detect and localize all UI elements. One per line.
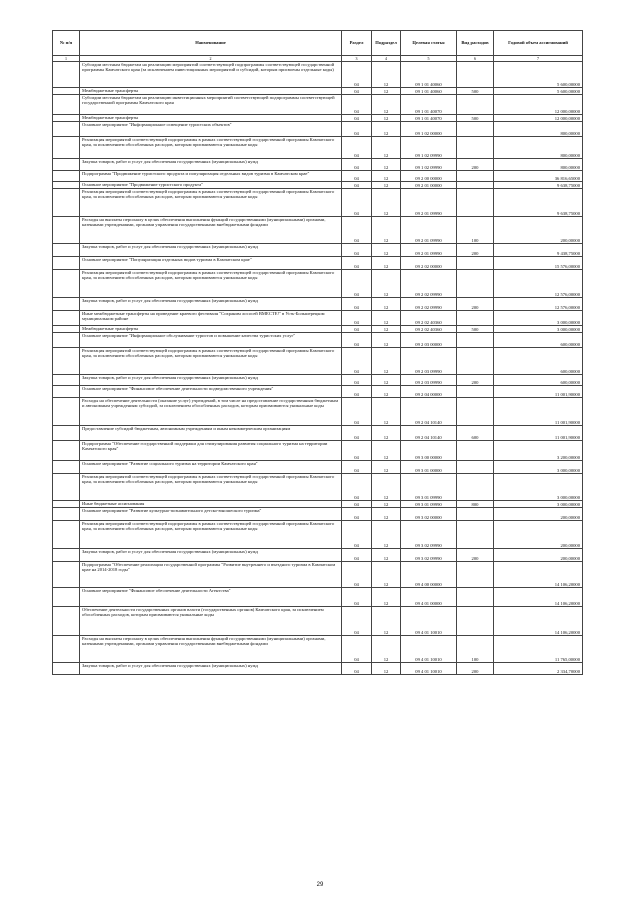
podrazdel-cell: 12 bbox=[372, 375, 401, 386]
podrazdel-cell: 12 bbox=[372, 311, 401, 326]
expense-type-cell: 500 bbox=[457, 326, 494, 333]
name-cell: Основное мероприятие "Финансовое обеспечение деятельности подведомственного учреждения" bbox=[80, 386, 342, 398]
sum-cell: 3 000,00000 bbox=[494, 311, 583, 326]
target-cell: 09 4 01 10010 bbox=[401, 607, 457, 636]
podrazdel-cell: 12 bbox=[372, 508, 401, 521]
table-row bbox=[53, 508, 583, 521]
sum-cell: 2 334,70000 bbox=[494, 663, 583, 675]
podrazdel-cell: 12 bbox=[372, 663, 401, 675]
razdel-cell: 04 bbox=[342, 441, 372, 461]
num-cell bbox=[53, 333, 80, 348]
razdel-cell: 04 bbox=[342, 62, 372, 88]
target-cell: 09 2 04 00000 bbox=[401, 386, 457, 398]
sum-cell: 9 638,75000 bbox=[494, 189, 583, 217]
podrazdel-cell: 12 bbox=[372, 270, 401, 298]
num-cell bbox=[53, 386, 80, 398]
sum-cell: 3 000,00000 bbox=[494, 474, 583, 501]
sum-cell: 200,00000 bbox=[494, 521, 583, 549]
num-cell bbox=[53, 501, 80, 508]
table-row bbox=[53, 348, 583, 375]
table-row bbox=[53, 474, 583, 501]
target-cell: 09 4 01 00000 bbox=[401, 588, 457, 607]
name-cell: Основное мероприятие "Информационное обслуживание туристов и повышение качества туристских услуг" bbox=[80, 333, 342, 348]
num-cell bbox=[53, 88, 80, 95]
name-cell: Реализация мероприятий соответствующей подпрограммы в рамках соответствующей государственной программы Камчатского края, за исключением обособленных расходов, которым присваиваются уникальные коды bbox=[80, 270, 342, 298]
table-row bbox=[53, 159, 583, 171]
target-cell: 09 2 01 09990 bbox=[401, 217, 457, 244]
name-cell: Закупка товаров, работ и услуг для обеспечения государственных (муниципальных) нужд bbox=[80, 663, 342, 675]
expense-type-cell bbox=[457, 182, 494, 189]
expense-type-cell bbox=[457, 95, 494, 115]
target-cell: 09 3 02 00000 bbox=[401, 508, 457, 521]
expense-type-cell: 200 bbox=[457, 549, 494, 562]
target-cell: 09 2 01 09990 bbox=[401, 189, 457, 217]
table-row bbox=[53, 441, 583, 461]
table-row bbox=[53, 115, 583, 122]
expense-type-cell bbox=[457, 270, 494, 298]
table-row bbox=[53, 137, 583, 159]
num-cell bbox=[53, 189, 80, 217]
razdel-cell: 04 bbox=[342, 549, 372, 562]
target-cell: 09 2 03 00000 bbox=[401, 333, 457, 348]
table-row bbox=[53, 257, 583, 270]
num-cell bbox=[53, 159, 80, 171]
sum-cell: 200,00000 bbox=[494, 217, 583, 244]
target-cell: 09 3 01 09990 bbox=[401, 474, 457, 501]
num-cell bbox=[53, 426, 80, 441]
sum-cell: 200,00000 bbox=[494, 549, 583, 562]
podrazdel-cell: 12 bbox=[372, 562, 401, 588]
razdel-cell: 04 bbox=[342, 508, 372, 521]
name-cell: Подпрограмма "Обеспечение государственной поддержки для стимулирования развития социального туризма на территории Камчатского края" bbox=[80, 441, 342, 461]
target-cell: 09 2 00 00000 bbox=[401, 171, 457, 182]
podrazdel-cell: 12 bbox=[372, 607, 401, 636]
col-index: 5 bbox=[401, 56, 457, 62]
expense-type-cell bbox=[457, 171, 494, 182]
col-index: 7 bbox=[494, 56, 583, 62]
table-row bbox=[53, 461, 583, 474]
sum-cell: 3 000,00000 bbox=[494, 326, 583, 333]
num-cell bbox=[53, 636, 80, 663]
sum-cell: 600,00000 bbox=[494, 333, 583, 348]
target-cell: 09 2 01 00000 bbox=[401, 182, 457, 189]
podrazdel-cell: 12 bbox=[372, 62, 401, 88]
podrazdel-cell: 12 bbox=[372, 348, 401, 375]
name-cell: Основное мероприятие "Популяризация отдельных видов туризма в Камчатском крае" bbox=[80, 257, 342, 270]
expense-type-cell bbox=[457, 333, 494, 348]
podrazdel-cell: 12 bbox=[372, 189, 401, 217]
podrazdel-cell: 12 bbox=[372, 182, 401, 189]
razdel-cell: 04 bbox=[342, 270, 372, 298]
table-row bbox=[53, 636, 583, 663]
razdel-cell: 04 bbox=[342, 298, 372, 311]
name-cell: Подпрограмма "Продвижение туристского продукта и популяризация отдельных видов туризма в Камчатском крае" bbox=[80, 171, 342, 182]
num-cell bbox=[53, 217, 80, 244]
sum-cell: 12 000,00000 bbox=[494, 95, 583, 115]
num-cell bbox=[53, 549, 80, 562]
target-cell: 09 2 02 09990 bbox=[401, 270, 457, 298]
name-cell: Межбюджетные трансферты bbox=[80, 115, 342, 122]
sum-cell: 5 600,00000 bbox=[494, 62, 583, 88]
table-row bbox=[53, 95, 583, 115]
table-row bbox=[53, 298, 583, 311]
name-cell: Предоставление субсидий бюджетным, автономным учреждениям и иным некоммерческим организациям bbox=[80, 426, 342, 441]
table-row bbox=[53, 588, 583, 607]
target-cell: 09 2 04 10140 bbox=[401, 426, 457, 441]
podrazdel-cell: 12 bbox=[372, 298, 401, 311]
num-cell bbox=[53, 257, 80, 270]
target-cell: 09 2 01 09990 bbox=[401, 244, 457, 257]
target-cell: 09 2 02 09990 bbox=[401, 298, 457, 311]
name-cell: Закупка товаров, работ и услуг для обеспечения государственных (муниципальных) нужд bbox=[80, 549, 342, 562]
target-cell: 09 2 03 09990 bbox=[401, 348, 457, 375]
podrazdel-cell: 12 bbox=[372, 636, 401, 663]
podrazdel-cell: 12 bbox=[372, 461, 401, 474]
sum-cell: 36 816,65000 bbox=[494, 171, 583, 182]
sum-cell: 12 576,00000 bbox=[494, 298, 583, 311]
expense-type-cell bbox=[457, 562, 494, 588]
podrazdel-cell: 12 bbox=[372, 474, 401, 501]
sum-cell: 3 200,00000 bbox=[494, 441, 583, 461]
sum-cell: 11 765,00000 bbox=[494, 636, 583, 663]
razdel-cell: 04 bbox=[342, 333, 372, 348]
podrazdel-cell: 12 bbox=[372, 326, 401, 333]
col-index: 3 bbox=[342, 56, 372, 62]
table-row bbox=[53, 326, 583, 333]
expense-type-cell: 100 bbox=[457, 636, 494, 663]
podrazdel-cell: 12 bbox=[372, 333, 401, 348]
expense-type-cell bbox=[457, 521, 494, 549]
col-header-sum: Годовой объем ассигнований bbox=[494, 31, 583, 56]
podrazdel-cell: 12 bbox=[372, 549, 401, 562]
table-row bbox=[53, 189, 583, 217]
razdel-cell: 04 bbox=[342, 311, 372, 326]
name-cell: Расходы на обеспечение деятельности (оказание услуг) учреждений, в том числе на предоставление государственным бюджетным и автономным учреждениям субсидий, за исключением обособленных расходов, которым присваиваются уникальные коды bbox=[80, 398, 342, 426]
num-cell bbox=[53, 348, 80, 375]
podrazdel-cell: 12 bbox=[372, 386, 401, 398]
razdel-cell: 04 bbox=[342, 182, 372, 189]
expense-type-cell: 200 bbox=[457, 244, 494, 257]
razdel-cell: 04 bbox=[342, 348, 372, 375]
target-cell: 09 1 02 00000 bbox=[401, 122, 457, 137]
podrazdel-cell: 12 bbox=[372, 426, 401, 441]
razdel-cell: 04 bbox=[342, 189, 372, 217]
target-cell: 09 4 01 10010 bbox=[401, 636, 457, 663]
target-cell: 09 3 02 09990 bbox=[401, 549, 457, 562]
sum-cell: 14 106,20000 bbox=[494, 562, 583, 588]
num-cell bbox=[53, 375, 80, 386]
num-cell bbox=[53, 474, 80, 501]
name-cell: Реализация мероприятий соответствующей подпрограммы в рамках соответствующей государственной программы Камчатского края, за исключением обособленных расходов, которым присваиваются уникальные коды bbox=[80, 474, 342, 501]
sum-cell: 11 001,90000 bbox=[494, 398, 583, 426]
razdel-cell: 04 bbox=[342, 607, 372, 636]
sum-cell: 11 001,90000 bbox=[494, 386, 583, 398]
razdel-cell: 04 bbox=[342, 426, 372, 441]
name-cell: Обеспечение деятельности государственных органов власти (государственных органов) Камчатского края, за исключением обособленных расходов, которым присваиваются уникальные коды bbox=[80, 607, 342, 636]
sum-cell: 5 600,00000 bbox=[494, 88, 583, 95]
name-cell: Реализация мероприятий соответствующей подпрограммы в рамках соответствующей государственной программы Камчатского края, за исключением обособленных расходов, которым присваиваются уникальные коды bbox=[80, 189, 342, 217]
sum-cell: 3 000,00000 bbox=[494, 501, 583, 508]
expense-type-cell bbox=[457, 137, 494, 159]
expense-type-cell: 200 bbox=[457, 663, 494, 675]
razdel-cell: 04 bbox=[342, 244, 372, 257]
table-header-row bbox=[53, 31, 583, 56]
num-cell bbox=[53, 398, 80, 426]
razdel-cell: 04 bbox=[342, 115, 372, 122]
num-cell bbox=[53, 95, 80, 115]
name-cell: Реализация мероприятий соответствующей подпрограммы в рамках соответствующей государственной программы Камчатского края, за исключением обособленных расходов, которым присваиваются уникальные коды bbox=[80, 521, 342, 549]
name-cell: Основное мероприятие "Развитие социального туризма на территории Камчатского края" bbox=[80, 461, 342, 474]
table-row bbox=[53, 311, 583, 326]
target-cell: 09 3 01 00000 bbox=[401, 461, 457, 474]
razdel-cell: 04 bbox=[342, 137, 372, 159]
razdel-cell: 04 bbox=[342, 521, 372, 549]
razdel-cell: 04 bbox=[342, 501, 372, 508]
target-cell: 09 1 02 09990 bbox=[401, 137, 457, 159]
name-cell: Основное мероприятие "Информационное освещение туристских объектов" bbox=[80, 122, 342, 137]
table-row bbox=[53, 549, 583, 562]
podrazdel-cell: 12 bbox=[372, 171, 401, 182]
podrazdel-cell: 12 bbox=[372, 501, 401, 508]
sum-cell: 800,00000 bbox=[494, 122, 583, 137]
target-cell: 09 4 00 00000 bbox=[401, 562, 457, 588]
table-row bbox=[53, 375, 583, 386]
razdel-cell: 04 bbox=[342, 588, 372, 607]
table-row bbox=[53, 88, 583, 95]
expense-type-cell bbox=[457, 189, 494, 217]
table-row bbox=[53, 426, 583, 441]
razdel-cell: 04 bbox=[342, 217, 372, 244]
podrazdel-cell: 12 bbox=[372, 159, 401, 171]
expense-type-cell: 800 bbox=[457, 501, 494, 508]
num-cell bbox=[53, 62, 80, 88]
podrazdel-cell: 12 bbox=[372, 441, 401, 461]
podrazdel-cell: 12 bbox=[372, 137, 401, 159]
razdel-cell: 04 bbox=[342, 474, 372, 501]
expense-type-cell: 500 bbox=[457, 88, 494, 95]
table-body bbox=[53, 62, 583, 675]
name-cell: Основное мероприятие "Продвижение туристского продукта" bbox=[80, 182, 342, 189]
col-index: 4 bbox=[372, 56, 401, 62]
num-cell bbox=[53, 588, 80, 607]
col-header-num: № п/п bbox=[53, 31, 80, 56]
expense-type-cell: 500 bbox=[457, 115, 494, 122]
num-cell bbox=[53, 441, 80, 461]
sum-cell: 15 576,00000 bbox=[494, 257, 583, 270]
table-row bbox=[53, 244, 583, 257]
sum-cell: 14 106,20000 bbox=[494, 588, 583, 607]
razdel-cell: 04 bbox=[342, 171, 372, 182]
num-cell bbox=[53, 326, 80, 333]
razdel-cell: 04 bbox=[342, 257, 372, 270]
podrazdel-cell: 12 bbox=[372, 95, 401, 115]
table-row bbox=[53, 270, 583, 298]
sum-cell: 9 638,75000 bbox=[494, 182, 583, 189]
podrazdel-cell: 12 bbox=[372, 122, 401, 137]
podrazdel-cell: 12 bbox=[372, 398, 401, 426]
table-row bbox=[53, 217, 583, 244]
razdel-cell: 04 bbox=[342, 326, 372, 333]
sum-cell: 200,00000 bbox=[494, 508, 583, 521]
expense-type-cell bbox=[457, 348, 494, 375]
name-cell: Закупка товаров, работ и услуг для обеспечения государственных (муниципальных) нужд bbox=[80, 159, 342, 171]
target-cell: 09 2 02 40360 bbox=[401, 326, 457, 333]
name-cell: Закупка товаров, работ и услуг для обеспечения государственных (муниципальных) нужд bbox=[80, 244, 342, 257]
table-row bbox=[53, 386, 583, 398]
podrazdel-cell: 12 bbox=[372, 521, 401, 549]
target-cell: 09 3 01 09990 bbox=[401, 501, 457, 508]
sum-cell: 12 000,00000 bbox=[494, 115, 583, 122]
target-cell: 09 2 04 10140 bbox=[401, 398, 457, 426]
expense-type-cell: 200 bbox=[457, 375, 494, 386]
sum-cell: 14 106,20000 bbox=[494, 607, 583, 636]
target-cell: 09 1 01 40070 bbox=[401, 115, 457, 122]
page-number: 29 bbox=[316, 882, 324, 888]
target-cell: 09 1 01 40070 bbox=[401, 95, 457, 115]
table-row bbox=[53, 171, 583, 182]
expense-type-cell: 100 bbox=[457, 217, 494, 244]
podrazdel-cell: 12 bbox=[372, 217, 401, 244]
target-cell: 09 1 01 40060 bbox=[401, 62, 457, 88]
name-cell: Субсидии местным бюджетам на реализацию инвестиционных мероприятий соответствующей подпрограммы соответствующей государственной программы Камчатского края bbox=[80, 95, 342, 115]
table-row bbox=[53, 182, 583, 189]
razdel-cell: 04 bbox=[342, 636, 372, 663]
expense-type-cell bbox=[457, 441, 494, 461]
target-cell: 09 1 01 40060 bbox=[401, 88, 457, 95]
col-index: 1 bbox=[53, 56, 80, 62]
sum-cell: 3 000,00000 bbox=[494, 461, 583, 474]
target-cell: 09 4 01 10010 bbox=[401, 663, 457, 675]
num-cell bbox=[53, 663, 80, 675]
num-cell bbox=[53, 607, 80, 636]
podrazdel-cell: 12 bbox=[372, 115, 401, 122]
razdel-cell: 04 bbox=[342, 375, 372, 386]
name-cell: Закупка товаров, работ и услуг для обеспечения государственных (муниципальных) нужд bbox=[80, 375, 342, 386]
target-cell: 09 2 02 40360 bbox=[401, 311, 457, 326]
name-cell: Субсидии местным бюджетам на реализацию мероприятий соответствующей подпрограммы соответствующей государственной программы Камчатского края (за исключением инвестиционных мероприятий и субсидий, которым присвоены отдельные коды) bbox=[80, 62, 342, 88]
sum-cell: 11 001,90000 bbox=[494, 426, 583, 441]
expense-type-cell bbox=[457, 607, 494, 636]
num-cell bbox=[53, 508, 80, 521]
expense-type-cell: 200 bbox=[457, 159, 494, 171]
budget-table-sheet bbox=[52, 30, 582, 675]
num-cell bbox=[53, 115, 80, 122]
num-cell bbox=[53, 171, 80, 182]
name-cell: Закупка товаров, работ и услуг для обеспечения государственных (муниципальных) нужд bbox=[80, 298, 342, 311]
name-cell: Реализация мероприятий соответствующей подпрограммы в рамках соответствующей государственной программы Камчатского края, за исключением обособленных расходов, которым присваиваются уникальные коды bbox=[80, 137, 342, 159]
col-header-target: Целевая статья bbox=[401, 31, 457, 56]
razdel-cell: 04 bbox=[342, 122, 372, 137]
target-cell: 09 3 02 09990 bbox=[401, 521, 457, 549]
podrazdel-cell: 12 bbox=[372, 257, 401, 270]
razdel-cell: 04 bbox=[342, 386, 372, 398]
name-cell: Основное мероприятие "Финансовое обеспечение деятельности Агентства" bbox=[80, 588, 342, 607]
sum-cell: 800,00000 bbox=[494, 137, 583, 159]
num-cell bbox=[53, 298, 80, 311]
table-row bbox=[53, 398, 583, 426]
table-row bbox=[53, 562, 583, 588]
sum-cell: 600,00000 bbox=[494, 375, 583, 386]
target-cell: 09 2 03 09990 bbox=[401, 375, 457, 386]
expense-type-cell bbox=[457, 508, 494, 521]
razdel-cell: 04 bbox=[342, 461, 372, 474]
target-cell: 09 1 02 09990 bbox=[401, 159, 457, 171]
col-header-razdel: Раздел bbox=[342, 31, 372, 56]
num-cell bbox=[53, 122, 80, 137]
name-cell: Подпрограмма "Обеспечение реализации государственной программы "Развитие внутреннего и въездного туризма в Камчатском крае на 2014-2018 годы" bbox=[80, 562, 342, 588]
podrazdel-cell: 12 bbox=[372, 588, 401, 607]
expense-type-cell bbox=[457, 122, 494, 137]
sum-cell: 12 576,00000 bbox=[494, 270, 583, 298]
target-cell: 09 2 02 00000 bbox=[401, 257, 457, 270]
table-row bbox=[53, 663, 583, 675]
expense-type-cell: 200 bbox=[457, 298, 494, 311]
name-cell: Межбюджетные трансферты bbox=[80, 88, 342, 95]
num-cell bbox=[53, 562, 80, 588]
name-cell: Реализация мероприятий соответствующей подпрограммы в рамках соответствующей государственной программы Камчатского края, за исключением обособленных расходов, которым присваиваются уникальные коды bbox=[80, 348, 342, 375]
razdel-cell: 04 bbox=[342, 95, 372, 115]
name-cell: Расходы на выплаты персоналу в целях обеспечения выполнения функций государственными (муниципальными) органами, казенными учреждениями, органами управления государственными внебюджетными фондами bbox=[80, 636, 342, 663]
name-cell: Иные бюджетные ассигнования bbox=[80, 501, 342, 508]
podrazdel-cell: 12 bbox=[372, 88, 401, 95]
name-cell: Основное мероприятие "Развитие культурно-познавательного детско-юношеского туризма" bbox=[80, 508, 342, 521]
table-row bbox=[53, 122, 583, 137]
table-row bbox=[53, 607, 583, 636]
razdel-cell: 04 bbox=[342, 88, 372, 95]
name-cell: Расходы на выплаты персоналу в целях обеспечения выполнения функций государственными (муниципальными) органами, казенными учреждениями, органами управления государственными внебюджетными фондами bbox=[80, 217, 342, 244]
expense-type-cell bbox=[457, 588, 494, 607]
num-cell bbox=[53, 270, 80, 298]
expense-type-cell bbox=[457, 461, 494, 474]
table-row bbox=[53, 62, 583, 88]
num-cell bbox=[53, 137, 80, 159]
num-cell bbox=[53, 461, 80, 474]
table-row bbox=[53, 521, 583, 549]
sum-cell: 9 438,75000 bbox=[494, 244, 583, 257]
expense-type-cell bbox=[457, 257, 494, 270]
table-row bbox=[53, 333, 583, 348]
razdel-cell: 04 bbox=[342, 562, 372, 588]
razdel-cell: 04 bbox=[342, 398, 372, 426]
name-cell: Межбюджетные трансферты bbox=[80, 326, 342, 333]
col-header-name: Наименование bbox=[80, 31, 342, 56]
num-cell bbox=[53, 311, 80, 326]
name-cell: Иные межбюджетные трансферты на проведение краевого фестиваля "Сохраним лососей ВМЕСТЕ!" в Усть-Большерецком муниципальном районе bbox=[80, 311, 342, 326]
sum-cell: 800,00000 bbox=[494, 159, 583, 171]
budget-table bbox=[52, 30, 583, 675]
expense-type-cell bbox=[457, 62, 494, 88]
expense-type-cell bbox=[457, 398, 494, 426]
expense-type-cell bbox=[457, 386, 494, 398]
target-cell: 09 3 00 00000 bbox=[401, 441, 457, 461]
table-row bbox=[53, 501, 583, 508]
num-cell bbox=[53, 244, 80, 257]
num-cell bbox=[53, 182, 80, 189]
sum-cell: 600,00000 bbox=[494, 348, 583, 375]
expense-type-cell bbox=[457, 474, 494, 501]
col-index: 2 bbox=[80, 56, 342, 62]
col-header-podrazdel: Подраздел bbox=[372, 31, 401, 56]
num-cell bbox=[53, 521, 80, 549]
razdel-cell: 04 bbox=[342, 159, 372, 171]
razdel-cell: 04 bbox=[342, 663, 372, 675]
podrazdel-cell: 12 bbox=[372, 244, 401, 257]
expense-type-cell bbox=[457, 311, 494, 326]
col-index: 6 bbox=[457, 56, 494, 62]
col-header-expense-type: Вид расходов bbox=[457, 31, 494, 56]
expense-type-cell: 600 bbox=[457, 426, 494, 441]
